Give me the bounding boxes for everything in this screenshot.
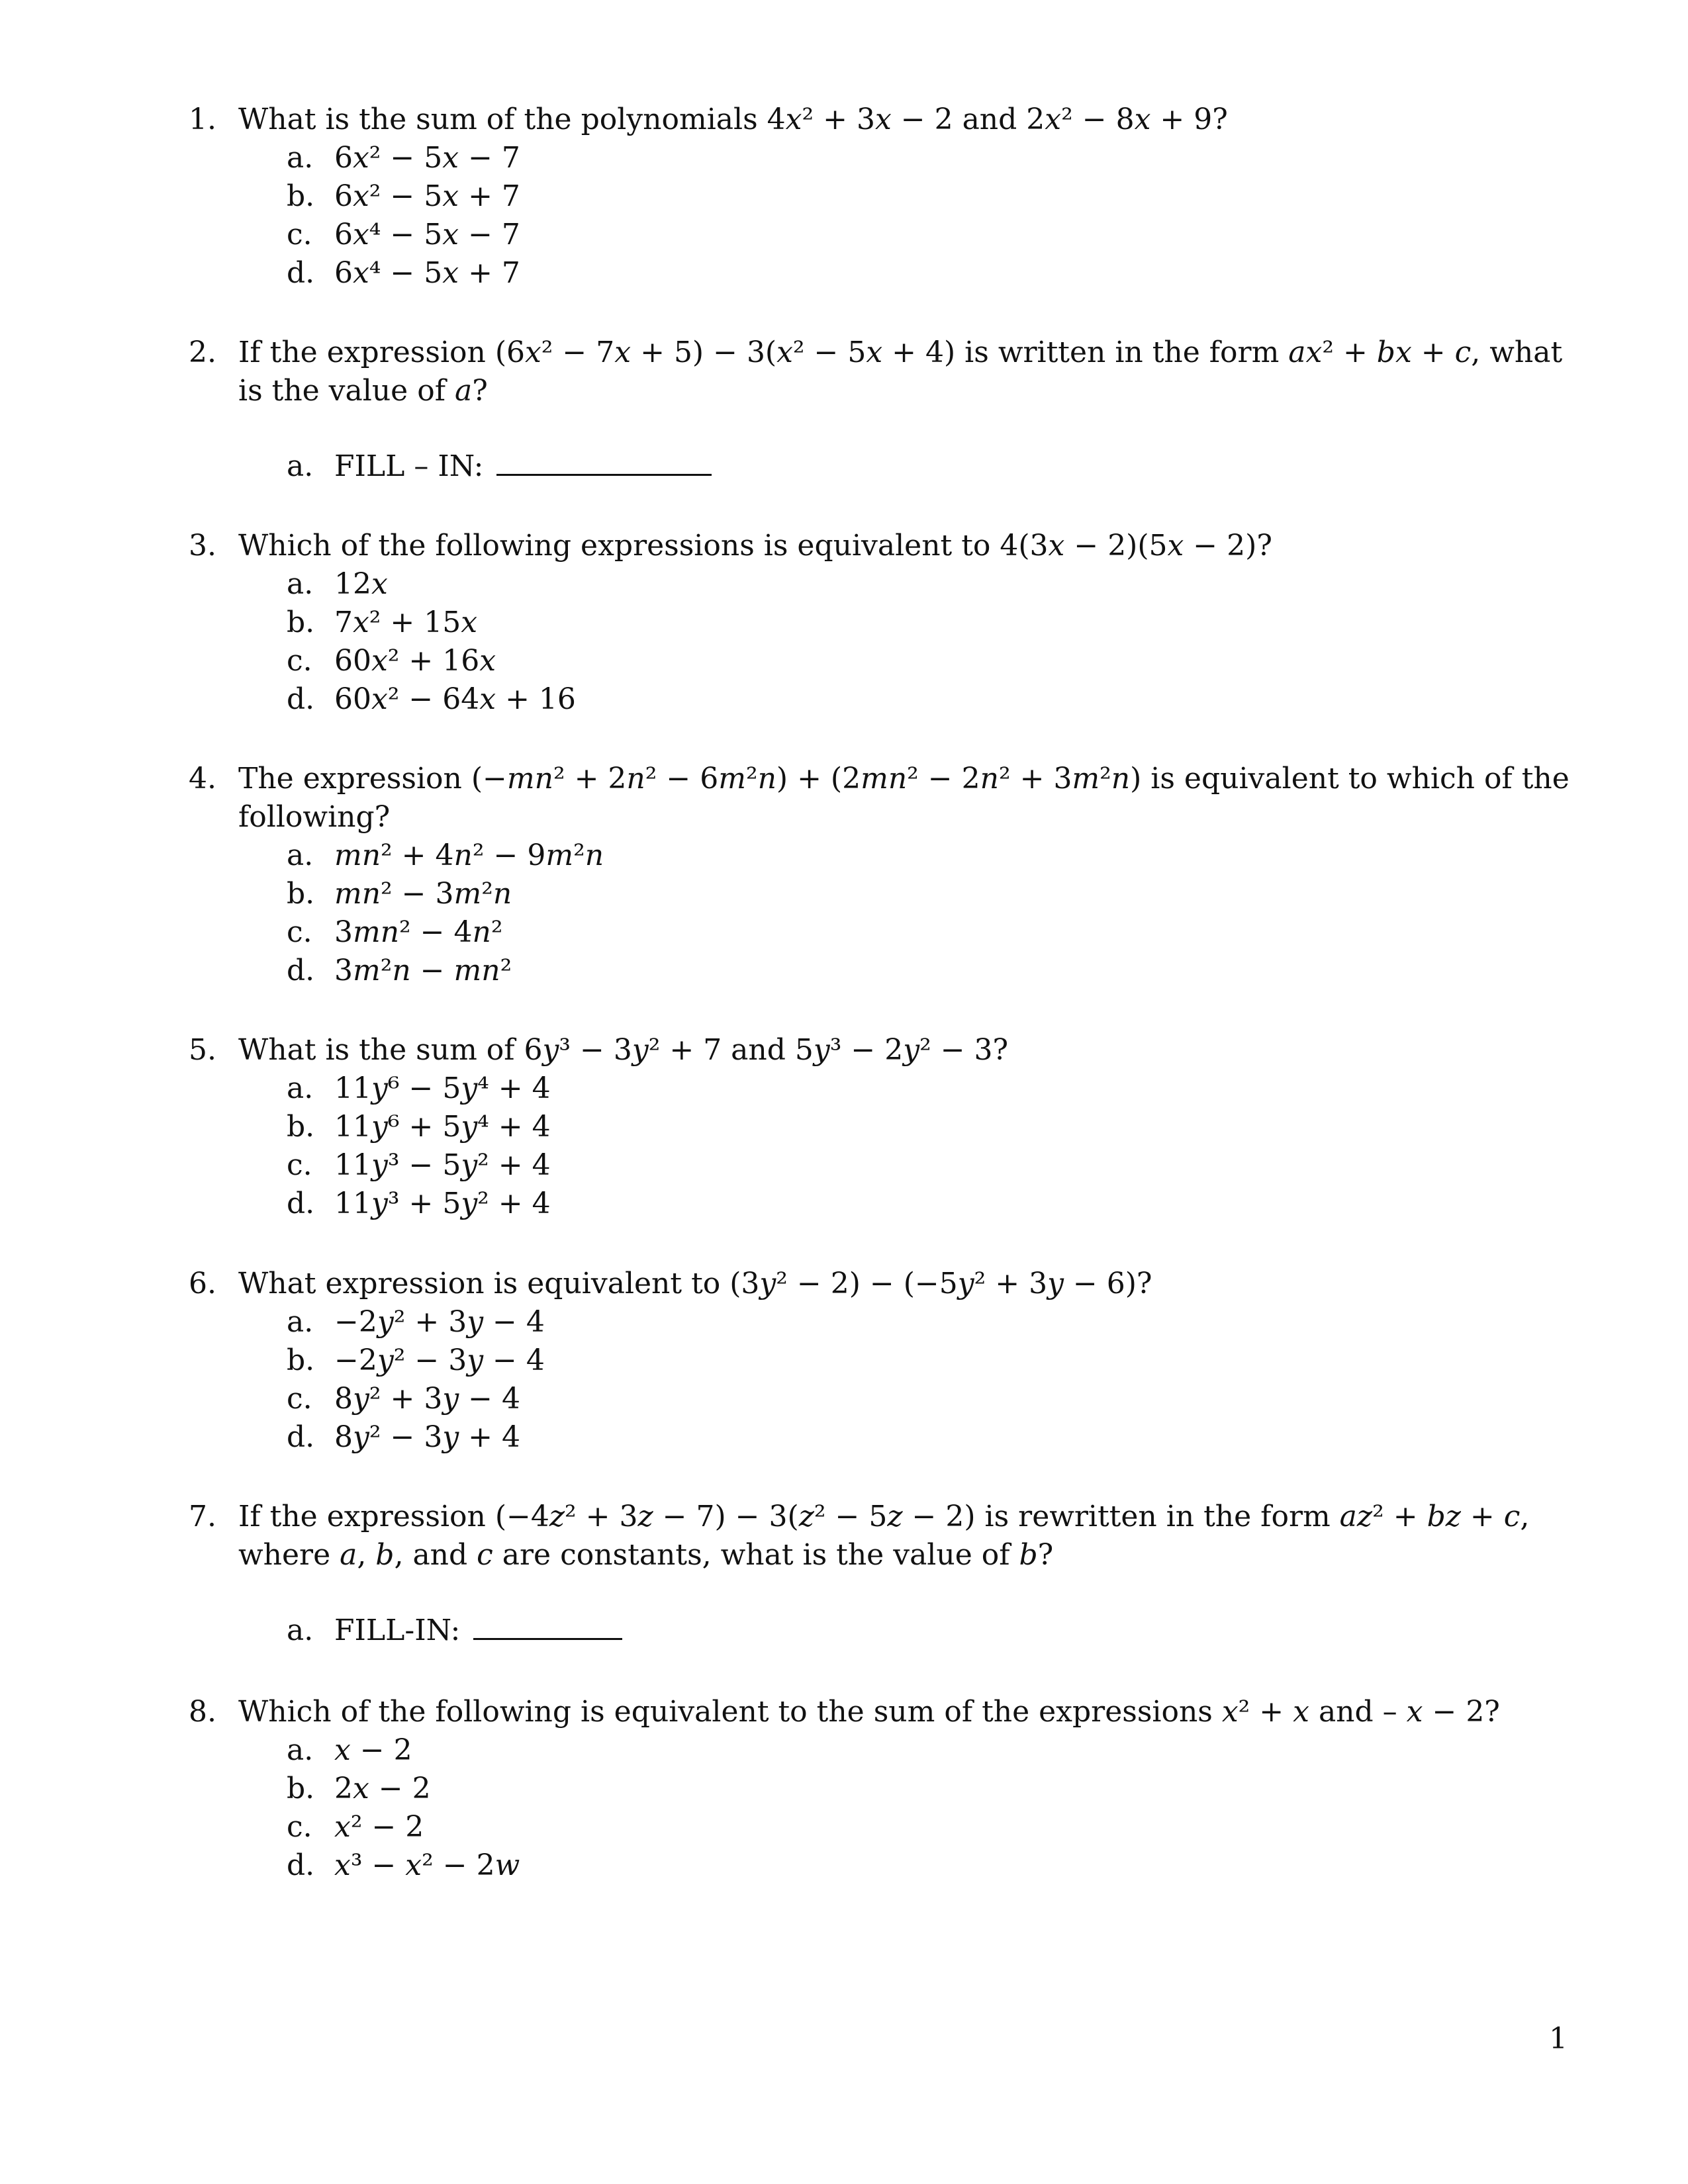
question-8 xyxy=(189,1693,1579,1885)
question-number: 4. xyxy=(189,762,216,796)
question-6 xyxy=(189,1265,1579,1457)
question-number: 6. xyxy=(189,1267,216,1300)
option-letter: c. xyxy=(287,644,312,678)
option-letter: b. xyxy=(287,1772,315,1805)
option-letter: a. xyxy=(287,449,314,483)
page-number: 1 xyxy=(1549,2022,1568,2056)
question-7-stem xyxy=(189,1498,1579,1574)
question-2-stem xyxy=(189,334,1579,410)
answer-option[interactable] xyxy=(189,642,1579,680)
option-letter: a. xyxy=(287,1614,314,1647)
question-6-stem xyxy=(189,1265,1579,1303)
option-text: 11𝑦⁶ + 5𝑦⁴ + 4 xyxy=(334,1110,551,1144)
question-number: 5. xyxy=(189,1033,216,1067)
option-letter: c. xyxy=(287,1148,312,1182)
answer-option[interactable] xyxy=(189,1380,1579,1418)
answer-option[interactable] xyxy=(189,1146,1579,1185)
option-text: 8𝑦² + 3𝑦 − 4 xyxy=(334,1382,521,1416)
option-text: 𝑥 − 2 xyxy=(334,1733,412,1767)
question-3-stem xyxy=(189,527,1579,565)
option-text: 11𝑦³ − 5𝑦² + 4 xyxy=(334,1148,551,1182)
option-text: 2𝑥 − 2 xyxy=(334,1772,431,1805)
question-3 xyxy=(189,527,1579,719)
option-text: −2𝑦² − 3𝑦 − 4 xyxy=(334,1343,545,1377)
question-text: What is the sum of the polynomials 4𝑥² + 3𝑥 − 2 and 2𝑥² − 8𝑥 + 9? xyxy=(238,103,1228,136)
question-number: 3. xyxy=(189,529,216,563)
option-text: 6𝑥² − 5𝑥 − 7 xyxy=(334,141,520,175)
option-text: 6𝑥² − 5𝑥 + 7 xyxy=(334,179,520,213)
answer-option[interactable] xyxy=(189,837,1579,875)
option-text: 11𝑦³ + 5𝑦² + 4 xyxy=(334,1187,551,1220)
question-4-stem xyxy=(189,760,1579,837)
option-letter: d. xyxy=(287,256,315,290)
answer-option[interactable] xyxy=(189,680,1579,719)
question-text: The expression (−𝑚𝑛² + 2𝑛² − 6𝑚²𝑛) + (2𝑚𝑛² − 2𝑛² + 3𝑚²𝑛) is equivalent to which of the following? xyxy=(238,762,1570,834)
answer-option[interactable] xyxy=(189,177,1579,216)
option-text: 𝑥² − 2 xyxy=(334,1810,424,1844)
option-letter: a. xyxy=(287,141,314,175)
fill-in-answer xyxy=(189,1612,1579,1650)
question-8-stem xyxy=(189,1693,1579,1731)
question-text: Which of the following expressions is equivalent to 4(3𝑥 − 2)(5𝑥 − 2)? xyxy=(238,529,1272,563)
option-text: 11𝑦⁶ − 5𝑦⁴ + 4 xyxy=(334,1071,551,1105)
question-1 xyxy=(189,101,1579,293)
answer-option[interactable] xyxy=(189,1808,1579,1846)
option-text: 𝑚𝑛² + 4𝑛² − 9𝑚²𝑛 xyxy=(334,839,604,872)
question-number: 8. xyxy=(189,1695,216,1729)
fill-in-label: FILL – IN: xyxy=(334,449,484,483)
answer-option[interactable] xyxy=(189,1731,1579,1770)
option-text: 3𝑚𝑛² − 4𝑛² xyxy=(334,915,503,949)
answer-options xyxy=(189,565,1579,719)
option-letter: c. xyxy=(287,1810,312,1844)
option-letter: d. xyxy=(287,1420,315,1454)
answer-option[interactable] xyxy=(189,565,1579,604)
option-text: 6𝑥⁴ − 5𝑥 − 7 xyxy=(334,218,520,251)
answer-option[interactable] xyxy=(189,875,1579,913)
option-letter: b. xyxy=(287,877,315,911)
question-5 xyxy=(189,1031,1579,1223)
option-text: 12𝑥 xyxy=(334,567,388,601)
question-number: 2. xyxy=(189,336,216,369)
answer-option[interactable] xyxy=(189,1342,1579,1380)
option-letter: d. xyxy=(287,954,315,987)
question-text: If the expression (−4𝑧² + 3𝑧 − 7) − 3(𝑧² − 5𝑧 − 2) is rewritten in the form 𝑎𝑧² + 𝑏𝑧 + 𝑐, where 𝑎, 𝑏, and 𝑐 are constants, what is the value of 𝑏? xyxy=(238,1500,1530,1572)
option-letter: a. xyxy=(287,567,314,601)
option-text: 60𝑥² + 16𝑥 xyxy=(334,644,496,678)
answer-options xyxy=(189,837,1579,990)
question-2 xyxy=(189,334,1579,486)
option-letter: a. xyxy=(287,1071,314,1105)
answer-options xyxy=(189,1303,1579,1457)
option-text: 6𝑥⁴ − 5𝑥 + 7 xyxy=(334,256,520,290)
option-letter: d. xyxy=(287,682,315,716)
answer-option[interactable] xyxy=(189,139,1579,177)
question-text: What is the sum of 6𝑦³ − 3𝑦² + 7 and 5𝑦³ − 2𝑦² − 3? xyxy=(238,1033,1009,1067)
fill-in-blank[interactable] xyxy=(473,1612,622,1640)
question-7 xyxy=(189,1498,1579,1650)
option-letter: b. xyxy=(287,1343,315,1377)
option-letter: d. xyxy=(287,1187,315,1220)
option-letter: b. xyxy=(287,179,315,213)
option-letter: d. xyxy=(287,1848,315,1882)
answer-option[interactable] xyxy=(189,1185,1579,1223)
answer-options xyxy=(189,1069,1579,1223)
answer-option[interactable] xyxy=(189,1846,1579,1885)
option-letter: a. xyxy=(287,1733,314,1767)
fill-in-answer xyxy=(189,447,1579,486)
answer-option[interactable] xyxy=(189,1108,1579,1146)
question-text: What expression is equivalent to (3𝑦² − 2) − (−5𝑦² + 3𝑦 − 6)? xyxy=(238,1267,1152,1300)
option-text: 8𝑦² − 3𝑦 + 4 xyxy=(334,1420,521,1454)
answer-option[interactable] xyxy=(189,913,1579,952)
answer-options xyxy=(189,1731,1579,1885)
option-letter: b. xyxy=(287,1110,315,1144)
question-4 xyxy=(189,760,1579,990)
option-text: −2𝑦² + 3𝑦 − 4 xyxy=(334,1305,545,1339)
answer-option[interactable] xyxy=(189,254,1579,293)
option-letter: a. xyxy=(287,1305,314,1339)
answer-option[interactable] xyxy=(189,1069,1579,1108)
answer-option[interactable] xyxy=(189,952,1579,990)
option-text: 𝑥³ − 𝑥² − 2𝑤 xyxy=(334,1848,520,1882)
question-text: If the expression (6𝑥² − 7𝑥 + 5) − 3(𝑥² − 5𝑥 + 4) is written in the form 𝑎𝑥² + 𝑏𝑥 + 𝑐, what is the value of 𝑎? xyxy=(238,336,1563,408)
option-text: 𝑚𝑛² − 3𝑚²𝑛 xyxy=(334,877,512,911)
question-1-stem xyxy=(189,101,1579,139)
option-text: 3𝑚²𝑛 − 𝑚𝑛² xyxy=(334,954,512,987)
fill-in-blank[interactable] xyxy=(496,447,712,476)
question-number: 7. xyxy=(189,1500,216,1533)
answer-option[interactable] xyxy=(189,604,1579,642)
option-letter: c. xyxy=(287,915,312,949)
fill-in-label: FILL-IN: xyxy=(334,1614,461,1647)
answer-option[interactable] xyxy=(189,216,1579,254)
answer-option[interactable] xyxy=(189,1770,1579,1808)
question-number: 1. xyxy=(189,103,216,136)
option-letter: c. xyxy=(287,1382,312,1416)
option-letter: c. xyxy=(287,218,312,251)
answer-option[interactable] xyxy=(189,1418,1579,1457)
answer-options xyxy=(189,139,1579,293)
answer-option[interactable] xyxy=(189,1303,1579,1342)
option-text: 7𝑥² + 15𝑥 xyxy=(334,606,478,639)
question-5-stem xyxy=(189,1031,1579,1069)
option-text: 60𝑥² − 64𝑥 + 16 xyxy=(334,682,576,716)
option-letter: a. xyxy=(287,839,314,872)
option-letter: b. xyxy=(287,606,315,639)
question-text: Which of the following is equivalent to the sum of the expressions 𝑥² + 𝑥 and – 𝑥 − 2? xyxy=(238,1695,1500,1729)
